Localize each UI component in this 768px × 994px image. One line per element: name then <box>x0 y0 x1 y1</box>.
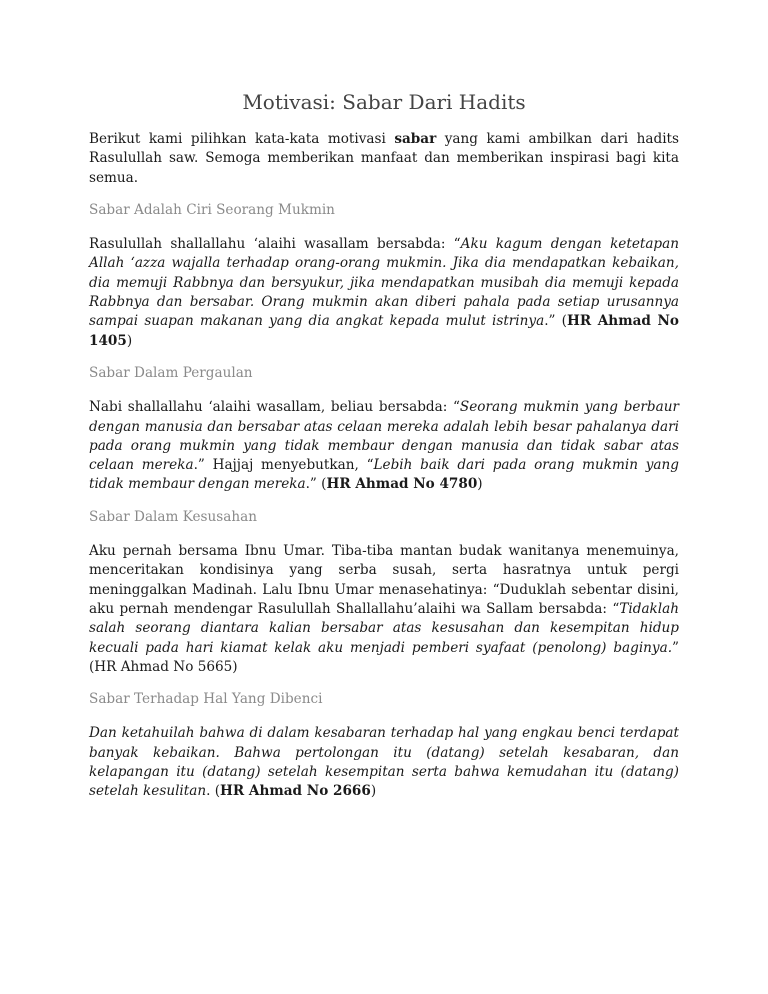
hadith-quote: Tidaklah salah seorang diantara kalian bersabar atas kesusahan dan kesempitan hidup kecuali pada hari kiamat kelak aku menjadi pemberi syafaat (penolong) baginya. <box>89 600 679 656</box>
body-text: Aku pernah bersama Ibnu Umar. Tiba-tiba mantan budak wanitanya menemuinya, menceritakan kondisinya yang serba susah, serta hasratnya untuk pergi meninggalkan Madinah. Lalu Ibnu Umar menasehatinya: “Duduklah sebentar disini, aku pernah mendengar Rasulullah Shallallahu’alaihi wa Sallam bersabda: “ <box>89 543 679 617</box>
section-body-ciri-mukmin <box>89 235 679 351</box>
hadith-reference: HR Ahmad No 1405 <box>89 313 680 349</box>
hadith-reference: HR Ahmad No 4780 <box>326 476 478 493</box>
section-body-kesusahan <box>89 542 679 677</box>
intro-text: Berikut kami pilihkan kata-kata motivasi <box>89 131 395 147</box>
body-text: Rasulullah shallallahu ‘alaihi wasallam bersabda: “ <box>89 236 461 253</box>
body-text: ) <box>477 476 483 493</box>
section-heading-dibenci: Sabar Terhadap Hal Yang Dibenci <box>89 691 323 708</box>
body-text: .” ( <box>305 476 327 493</box>
section-heading-pergaulan: Sabar Dalam Pergaulan <box>89 364 253 381</box>
hadith-quote-second: Lebih baik dari pada orang mukmin yang tidak membaur dengan mereka <box>89 457 679 493</box>
intro-bold-word: sabar <box>394 131 437 147</box>
body-text: .” ( <box>544 313 567 330</box>
body-text: Nabi shallallahu ‘alaihi wasallam, beliau bersabda: “ <box>89 399 460 416</box>
intro-paragraph <box>89 130 679 188</box>
body-text: ” (HR Ahmad No 5665) <box>89 639 679 675</box>
body-text: ) <box>126 332 133 349</box>
hadith-reference: HR Ahmad No 2666 <box>220 783 371 800</box>
section-heading-ciri-mukmin: Sabar Adalah Ciri Seorang Mukmin <box>89 201 335 218</box>
section-heading-kesusahan: Sabar Dalam Kesusahan <box>89 508 257 525</box>
hadith-quote: Aku kagum dengan ketetapan Allah ‘azza wajalla terhadap orang-orang mukmin. Jika dia mendapatkan kebaikan, dia memuji Rabbnya dan bersyukur, jika mendapatkan musibah dia memuji kepada Rabbnya dan bersabar. Orang mukmin akan diberi pahala pada setiap urusannya sampai suapan makanan yang dia angkat kepada mulut istrinya <box>89 236 679 330</box>
body-text: . ( <box>206 783 221 800</box>
section-body-dibenci <box>89 724 679 801</box>
body-text: .” Hajjaj menyebutkan, “ <box>193 457 374 474</box>
hadith-quote: Dan ketahuilah bahwa di dalam kesabaran terhadap hal yang engkau benci terdapat banyak kebaikan. Bahwa pertolongan itu (datang) setelah kesabaran, dan kelapangan itu (datang) setelah kesempitan serta bahwa kemudahan itu (datang) setelah kesulitan <box>89 725 679 800</box>
section-body-pergaulan <box>89 398 679 494</box>
hadith-quote: Seorang mukmin yang berbaur dengan manusia dan bersabar atas celaan mereka adalah lebih besar pahalanya dari pada orang mukmin yang tidak membaur dengan manusia dan tidak sabar atas celaan mereka <box>89 399 679 474</box>
page-title: Motivasi: Sabar Dari Hadits <box>242 90 526 114</box>
intro-text-end: yang kami ambilkan dari hadits Rasulullah saw. Semoga memberikan manfaat dan memberikan inspirasi bagi kita semua. <box>89 131 679 186</box>
body-text: ) <box>370 783 377 800</box>
